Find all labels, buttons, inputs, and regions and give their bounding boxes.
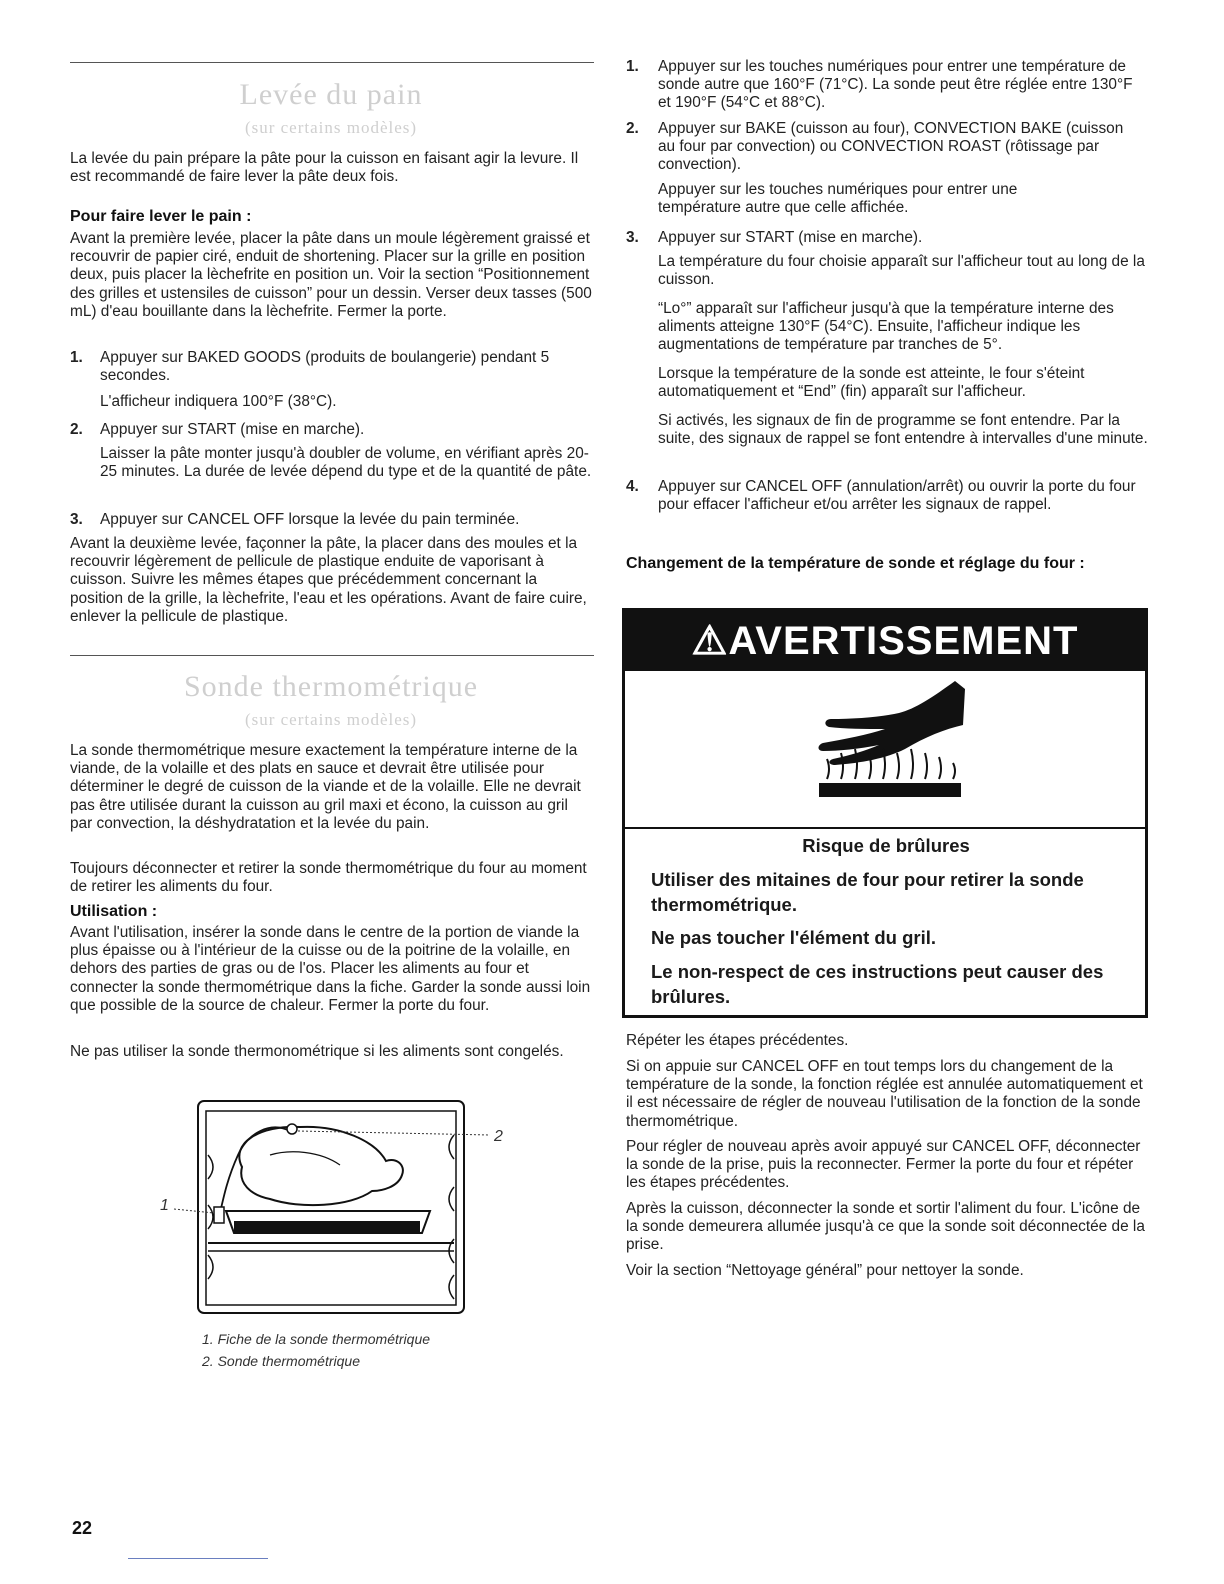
probe-after-para1: Répéter les étapes précédentes. xyxy=(626,1032,849,1049)
probe-change-heading: Changement de la température de sonde et réglage du four : xyxy=(626,555,1085,572)
warning-risk: Risque de brûlures xyxy=(802,835,970,856)
probe-after-para2: Si on appuie sur CANCEL OFF en tout temps lors du changement de la température de la sonde, la fonction réglée est annulée automatiquement et il est nécessaire de régler de nouveau l'utilisation de la fonction de la sonde thermométrique. xyxy=(626,1058,1143,1130)
probe-para3: Avant l'utilisation, insérer la sonde dans le centre de la portion de viande la plus épaisse ou à l'intérieur de la cuisse ou de la poitrine de la volaille, en dehors des parties de gras ou de l'os. Placer les aliments au four et connecter la sonde thermométrique dans la fiche. Garder la sonde aussi loin que possible de la source de chaleur. Fermer la porte du four. xyxy=(70,924,591,1014)
probe-after-para3: Pour régler de nouveau après avoir appuyé sur CANCEL OFF, déconnecter la sonde de la prise, puis la reconnecter. Fermer la porte du four et répéter les étapes précédentes. xyxy=(626,1138,1141,1192)
probe-step-1-num: 1. xyxy=(626,58,639,75)
bread-para1: Avant la première levée, placer la pâte dans un moule légèrement graissé et recouvrir de papier ciré, enduit de shortening. Placer sur la grille en position deux, puis placer la lèchefrite en position un. Voir la section “Positionnement des grilles et ustensiles de cuisson” pour un dessin. Verser deux tasses (500 mL) d'eau bouillante dans la lèchefrite. Fermer la porte. xyxy=(70,230,592,320)
probe-step-3: Appuyer sur START (mise en marche). xyxy=(658,229,923,246)
warning-box xyxy=(622,608,1148,1018)
probe-step-3-num: 3. xyxy=(626,229,639,246)
bread-intro: La levée du pain prépare la pâte pour la cuisson en faisant agir la levure. Il est recommandé de faire lever la pâte deux fois. xyxy=(70,150,579,186)
warning-divider xyxy=(625,827,1145,829)
probe-after-para4: Après la cuisson, déconnecter la sonde et sortir l'aliment du four. L'icône de la sonde demeurera allumée jusqu'à ce que la sonde soit déconnectée de la prise. xyxy=(626,1200,1145,1254)
warning-triangle-icon: ⚠ xyxy=(691,619,729,663)
footer-link-line xyxy=(128,1558,268,1559)
bread-para2: Avant la deuxième levée, façonner la pâte, la placer dans des moules et la recouvrir légèrement de pellicule de plastique enduite de vaporisant à cuisson. Suivre les mêmes étapes que précédemment concernant la position de la grille, la lèchefrite, l'eau et les opérations. Avant de faire cuire, enlever la pellicule de plastique. xyxy=(70,535,587,625)
bread-step-2-sub: Laisser la pâte monter jusqu'à doubler de volume, en vérifiant après 20-25 minutes. La durée de levée dépend du type et de la quantité de pâte. xyxy=(100,445,592,481)
probe-after-para5: Voir la section “Nettoyage général” pour nettoyer la sonde. xyxy=(626,1262,1024,1279)
bread-step-1-num: 1. xyxy=(70,349,83,366)
figure-caption-2: 2. Sonde thermométrique xyxy=(202,1353,360,1369)
bread-heading: Pour faire lever le pain : xyxy=(70,208,252,225)
section-title-bread-proofing: Levée du pain xyxy=(239,78,423,111)
probe-step-2-sub: Appuyer sur les touches numériques pour entrer une température autre que celle affichée. xyxy=(658,181,1018,217)
figure-caption-1: 1. Fiche de la sonde thermométrique xyxy=(202,1331,431,1347)
probe-step-3-sub4: Si activés, les signaux de fin de programme se font entendre. Par la suite, des signaux de rappel se font entendre à intervalles d'une minute. xyxy=(658,412,1148,448)
bread-step-2-num: 2. xyxy=(70,421,83,438)
bread-step-3-num: 3. xyxy=(70,511,83,528)
warning-line-1: Utiliser des mitaines de four pour retirer la sonde thermométrique. xyxy=(651,869,1084,915)
section-subtitle-2: (sur certains modèles) xyxy=(244,710,418,729)
bread-step-1-sub: L'afficheur indiquera 100°F (38°C). xyxy=(100,393,337,410)
burn-hazard-icon xyxy=(815,679,965,804)
section-subtitle: (sur certains modèles) xyxy=(244,118,418,137)
bread-step-1: Appuyer sur BAKED GOODS (produits de boulangerie) pendant 5 secondes. xyxy=(100,349,550,385)
bread-step-2: Appuyer sur START (mise en marche). xyxy=(100,421,365,438)
section-title-thermometer: Sonde thermométrique xyxy=(183,670,479,703)
probe-para4: Ne pas utiliser la sonde thermonométrique si les aliments sont congelés. xyxy=(70,1043,564,1060)
section-rule-middle xyxy=(70,655,594,656)
page-number: 22 xyxy=(72,1518,93,1538)
probe-step-4-num: 4. xyxy=(626,478,639,495)
section-rule-top xyxy=(70,62,594,63)
probe-intro: La sonde thermométrique mesure exactement la température interne de la viande, de la volaille et des plats en sauce et devrait être utilisée pour déterminer le degré de cuisson de la viande et de la volaille. Elle ne devrait pas être utilisée durant la cuisson au gril maxi et écono, la cuisson au gril par convection, la déshydratation et la levée du pain. xyxy=(70,742,581,832)
warning-header xyxy=(625,611,1145,671)
probe-step-3-sub2: “Lo°” apparaît sur l'afficheur jusqu'à que la température interne des aliments atteigne 130°F (54°C). Ensuite, l'afficheur indique les augmentations de température par tranches de 5°. xyxy=(658,300,1114,354)
probe-para2: Toujours déconnecter et retirer la sonde thermométrique du four au moment de retirer les aliments du four. xyxy=(70,860,587,896)
figure-label-1: 1 xyxy=(160,1197,169,1214)
probe-step-2: Appuyer sur BAKE (cuisson au four), CONVECTION BAKE (cuisson au four par convection) ou CONVECTION ROAST (rôtissage par convection). xyxy=(658,120,1124,174)
probe-step-3-sub1: La température du four choisie apparaît sur l'afficheur tout au long de la cuisson. xyxy=(658,253,1145,289)
probe-step-4: Appuyer sur CANCEL OFF (annulation/arrêt) ou ouvrir la porte du four pour effacer l'afficheur et/ou arrêter les signaux de rappel. xyxy=(658,478,1136,514)
warning-title: AVERTISSEMENT xyxy=(728,619,1079,663)
warning-line-2: Ne pas toucher l'élément du gril. xyxy=(651,927,937,948)
probe-step-1: Appuyer sur les touches numériques pour entrer une température de sonde autre que 160°F (71°C). La sonde peut être réglée entre 130°F et 190°F (54°C et 88°C). xyxy=(658,58,1133,112)
probe-heading: Utilisation : xyxy=(70,903,158,920)
warning-line-3: Le non-respect de ces instructions peut causer des brûlures. xyxy=(651,961,1104,1007)
figure-label-2: 2 xyxy=(494,1128,503,1145)
bread-step-3: Appuyer sur CANCEL OFF lorsque la levée du pain terminée. xyxy=(100,511,520,528)
probe-step-3-sub3: Lorsque la température de la sonde est atteinte, le four s'éteint automatiquement et “End” (fin) apparaît sur l'afficheur. xyxy=(658,365,1085,401)
probe-step-2-num: 2. xyxy=(626,120,639,137)
oven-probe-illustration xyxy=(150,1095,520,1320)
